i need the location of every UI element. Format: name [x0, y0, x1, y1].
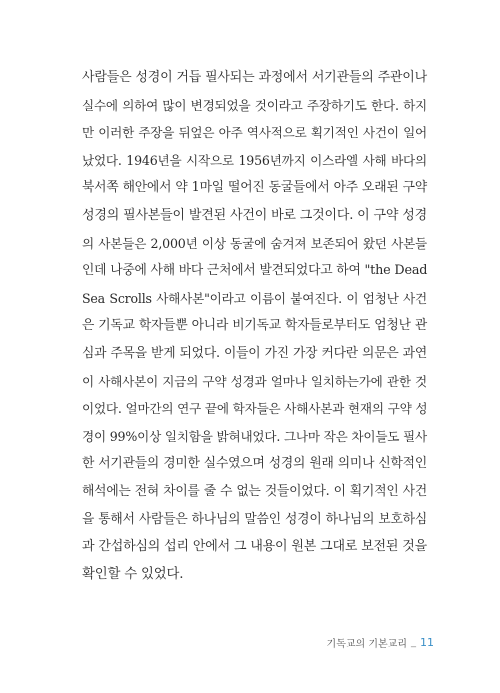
body-line-16: 해석에는 전혀 차이를 줄 수 없는 것들이었다. 이 획기적인 사건 — [82, 483, 427, 499]
body-line-18: 과 간섭하심의 섭리 안에서 그 내용이 원본 그대로 보전된 것을 — [82, 539, 427, 555]
body-line-19: 확인할 수 있었다. — [82, 566, 184, 582]
footer-book-title: 기독교의 기본교리 — [326, 638, 407, 650]
body-line-7: 의 사본들은 2,000년 이상 동굴에 숨겨져 보존되어 왔던 사본들 — [82, 235, 427, 251]
body-line-14: 경이 99%이상 일치함을 밝혀내었다. 그나마 작은 차이들도 필사 — [82, 428, 427, 444]
body-line-10: 은 기독교 학자들뿐 아니라 비기독교 학자들로부터도 엄청난 관 — [82, 318, 427, 334]
body-line-2: 실수에 의하여 많이 변경되었을 것이라고 주장하기도 한다. 하지 — [82, 97, 427, 113]
body-line-3: 만 이러한 주장을 뒤엎은 아주 역사적으로 획기적인 사건이 일어 — [82, 125, 427, 141]
body-line-6: 성경의 필사본들이 발견된 사건이 바로 그것이다. 이 구약 성경 — [82, 207, 427, 223]
body-line-5: 북서쪽 해안에서 약 1마일 떨어진 동굴들에서 아주 오래된 구약 — [82, 180, 427, 196]
body-line-9: Sea Scrolls 사해사본"이라고 이름이 붙여진다. 이 엄청난 사건 — [82, 290, 427, 306]
body-text — [82, 64, 427, 588]
body-line-13: 이었다. 얼마간의 연구 끝에 학자들은 사해사본과 현재의 구약 성 — [82, 401, 428, 417]
body-line-15: 한 서기관들의 경미한 실수였으며 성경의 원래 의미나 신학적인 — [82, 456, 427, 472]
body-line-4: 났었다. 1946년을 시작으로 1956년까지 이스라엘 사해 바다의 — [82, 152, 427, 168]
body-line-1: 사람들은 성경이 거듭 필사되는 과정에서 서기관들의 주관이나 — [82, 70, 427, 85]
body-line-17: 을 통해서 사람들은 하나님의 말씀인 성경이 하나님의 보호하심 — [82, 511, 427, 527]
footer-separator: _ — [411, 636, 416, 648]
page-number: 11 — [420, 635, 434, 649]
body-line-12: 이 사해사본이 지금의 구약 성경과 얼마나 일치하는가에 관한 것 — [82, 373, 427, 389]
page-footer — [300, 633, 434, 651]
body-line-8: 인데 나중에 사해 바다 근처에서 발견되었다고 하여 "the Dead — [82, 263, 428, 279]
body-line-11: 심과 주목을 받게 되었다. 이들이 가진 가장 커다란 의문은 과연 — [82, 345, 427, 361]
